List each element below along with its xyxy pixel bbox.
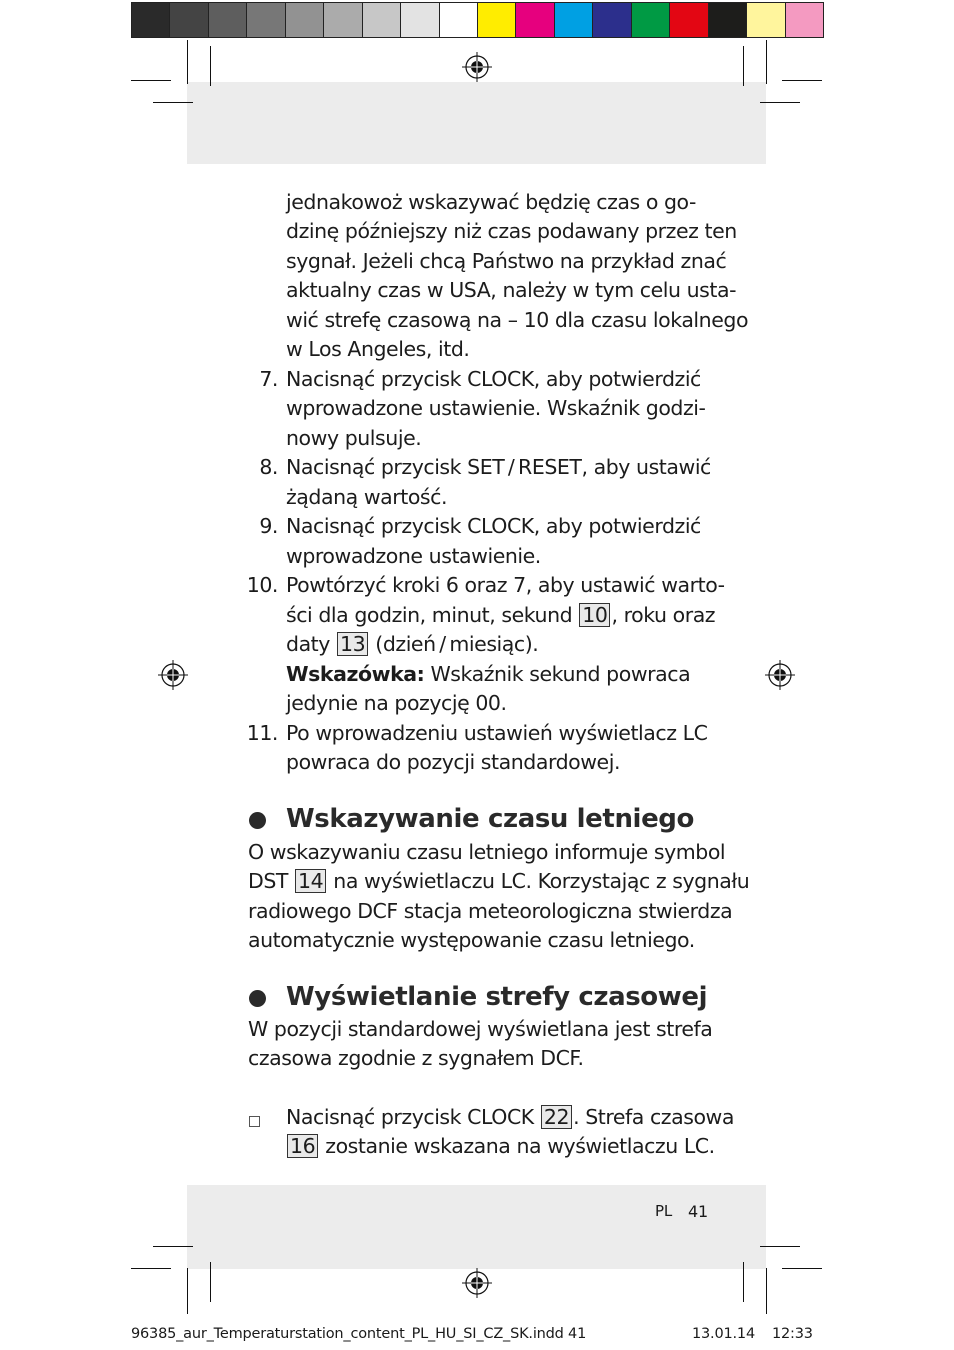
color-swatch xyxy=(208,2,247,38)
body-line: O wskazywaniu czasu letniego informuje symbol xyxy=(248,840,726,864)
step-line xyxy=(286,630,538,660)
body-line: W pozycji standardowej wyświetlana jest strefa xyxy=(248,1017,713,1041)
color-swatch xyxy=(592,2,631,38)
crop-mark xyxy=(743,1262,744,1302)
color-swatch xyxy=(631,2,670,38)
color-swatch xyxy=(362,2,401,38)
text-run: , roku oraz xyxy=(611,603,716,627)
registration-mark-icon xyxy=(462,52,492,82)
body-line: automatycznie występowanie czasu letniego. xyxy=(248,928,695,952)
text-run: daty xyxy=(286,632,337,656)
color-swatch xyxy=(285,2,324,38)
section-bullet-icon xyxy=(249,812,266,829)
crop-mark xyxy=(760,102,800,103)
text-run: na wyświetlaczu LC. Korzystając z sygnału xyxy=(327,869,750,893)
body-line: czasowa zgodnie z sygnałem DCF. xyxy=(248,1046,584,1070)
step-line xyxy=(286,1103,734,1133)
section-heading: Wskazywanie czasu letniego xyxy=(286,804,694,834)
crop-mark xyxy=(766,40,767,84)
color-swatch xyxy=(323,2,362,38)
color-swatch xyxy=(131,2,170,38)
color-swatch xyxy=(785,2,824,38)
header-band xyxy=(187,82,766,164)
body-line: wić strefę czasową na – 10 dla czasu lokalnego xyxy=(286,308,749,332)
language-code: PL xyxy=(655,1202,673,1220)
crop-mark xyxy=(782,1268,822,1269)
text-run: ści dla godzin, minut, sekund xyxy=(286,603,579,627)
crop-mark xyxy=(187,1268,188,1314)
step-line: Nacisnąć przycisk SET / RESET, aby ustawić xyxy=(286,455,711,479)
text-run: DST xyxy=(248,869,295,893)
color-swatch xyxy=(554,2,593,38)
crop-mark xyxy=(782,80,822,81)
step-line: Po wprowadzeniu ustawień wyświetlacz LC xyxy=(286,721,708,745)
tip-label: Wskazówka: xyxy=(286,662,425,686)
color-swatch xyxy=(169,2,208,38)
step-line xyxy=(286,601,715,631)
registration-mark-icon xyxy=(158,660,188,690)
body-line: jednakowoż wskazywać będzię czas o go- xyxy=(286,190,696,214)
body-line: aktualny czas w USA, należy w tym celu usta- xyxy=(286,278,737,302)
text-run: Nacisnąć przycisk CLOCK xyxy=(286,1105,540,1129)
slug-filename: 96385_aur_Temperaturstation_content_PL_HU_SI_CZ_SK.indd 41 xyxy=(131,1326,587,1342)
step-line: Nacisnąć przycisk CLOCK, aby potwierdzić xyxy=(286,367,701,391)
step-checkbox-icon xyxy=(249,1116,260,1127)
section-heading: Wyświetlanie strefy czasowej xyxy=(286,982,708,1012)
step-line: nowy pulsuje. xyxy=(286,426,422,450)
body-line xyxy=(248,867,749,897)
body-line: sygnał. Jeżeli chcą Państwo na przykład znać xyxy=(286,249,727,273)
crop-mark xyxy=(153,102,193,103)
registration-mark-icon xyxy=(462,1268,492,1298)
step-line: wprowadzone ustawienie. xyxy=(286,544,541,568)
color-swatch xyxy=(439,2,478,38)
color-swatch xyxy=(477,2,516,38)
step-number: 9. xyxy=(259,514,278,538)
step-line: Nacisnąć przycisk CLOCK, aby potwierdzić xyxy=(286,514,701,538)
step-line: żądaną wartość. xyxy=(286,485,448,509)
body-line: dzinę późniejszy niż czas podawany przez ten xyxy=(286,219,737,243)
reference-number-badge: 16 xyxy=(287,1134,318,1158)
text-run: (dzień / miesiąc). xyxy=(369,632,539,656)
step-line: Powtórzyć kroki 6 oraz 7, aby ustawić warto- xyxy=(286,573,725,597)
slug-time: 12:33 xyxy=(772,1326,813,1342)
color-swatch xyxy=(669,2,708,38)
color-swatch xyxy=(246,2,285,38)
color-swatch xyxy=(708,2,747,38)
tip-text: Wskaźnik sekund powraca xyxy=(424,662,691,686)
section-bullet-icon xyxy=(249,990,266,1007)
step-line xyxy=(286,1132,715,1162)
reference-number-badge: 14 xyxy=(295,869,326,893)
crop-mark xyxy=(153,1246,193,1247)
color-calibration-bar xyxy=(131,2,823,40)
step-number: 11. xyxy=(246,721,278,745)
crop-mark xyxy=(760,1246,800,1247)
crop-mark xyxy=(131,80,171,81)
crop-mark xyxy=(210,46,211,86)
color-swatch xyxy=(746,2,785,38)
page-number: 41 xyxy=(688,1202,708,1221)
text-run: zostanie wskazana na wyświetlaczu LC. xyxy=(319,1134,715,1158)
reference-number-badge: 10 xyxy=(579,603,610,627)
slug-date: 13.01.14 xyxy=(692,1326,755,1342)
step-line: wprowadzone ustawienie. Wskaźnik godzi- xyxy=(286,396,706,420)
crop-mark xyxy=(210,1262,211,1302)
tip-line xyxy=(286,660,690,690)
crop-mark xyxy=(766,1268,767,1314)
crop-mark xyxy=(187,40,188,84)
step-number: 7. xyxy=(259,367,278,391)
step-number: 8. xyxy=(259,455,278,479)
crop-mark xyxy=(743,46,744,86)
footer-band xyxy=(187,1185,766,1269)
color-swatch xyxy=(515,2,554,38)
reference-number-badge: 13 xyxy=(337,632,368,656)
body-line: w Los Angeles, itd. xyxy=(286,337,470,361)
step-line: powraca do pozycji standardowej. xyxy=(286,750,621,774)
text-run: . Strefa czasowa xyxy=(573,1105,734,1129)
body-line: radiowego DCF stacja meteorologiczna stwierdza xyxy=(248,899,733,923)
tip-line: jedynie na pozycję 00. xyxy=(286,691,507,715)
reference-number-badge: 22 xyxy=(541,1105,572,1129)
registration-mark-icon xyxy=(765,660,795,690)
step-number: 10. xyxy=(246,573,278,597)
color-swatch xyxy=(400,2,439,38)
crop-mark xyxy=(131,1268,171,1269)
